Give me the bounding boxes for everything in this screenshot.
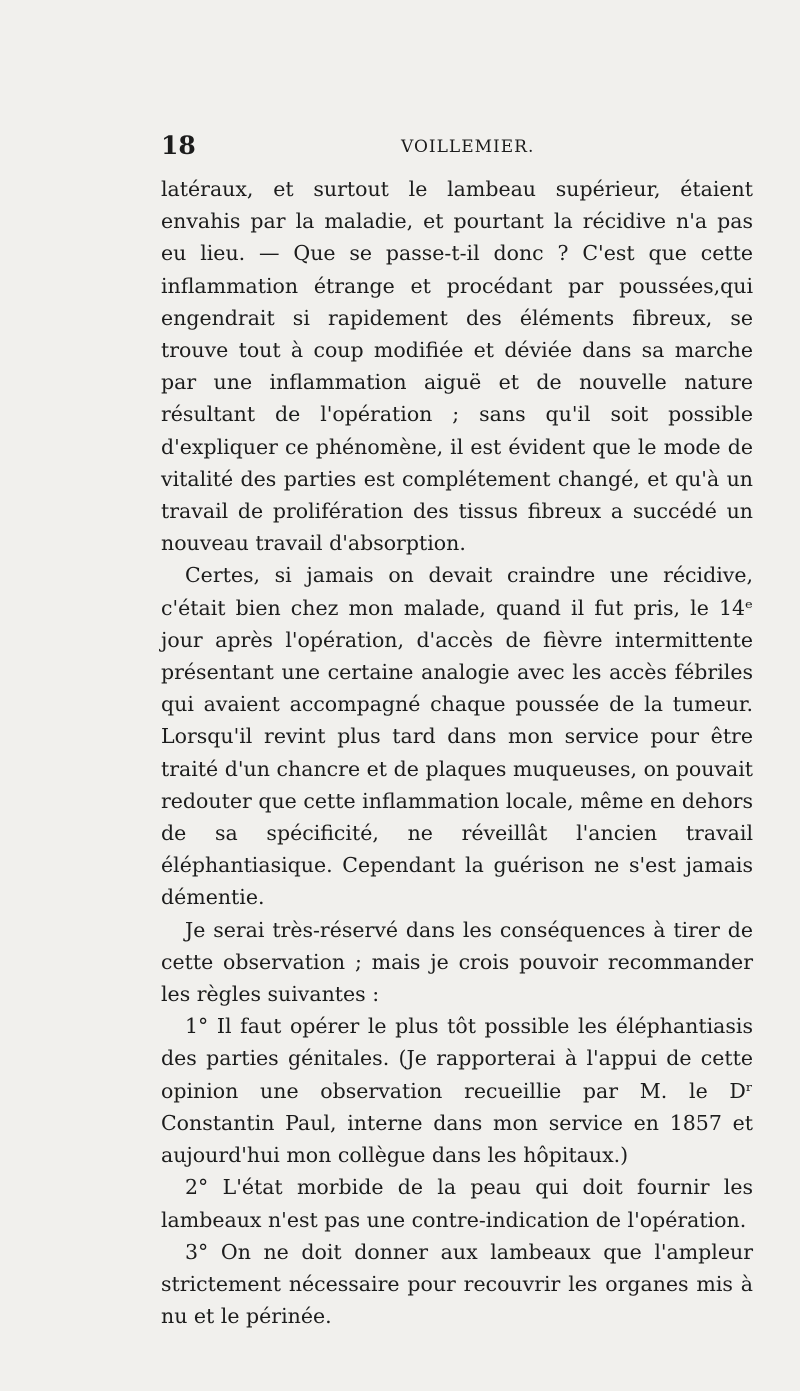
body-text	[161, 173, 753, 1332]
page-number: 18	[161, 131, 196, 160]
running-head: VOILLEMIER.	[401, 137, 535, 157]
paragraph-conclusions: Je serai très-réservé dans les conséquences à tirer de cette observation ; mais je crois pouvoir recommander les règles suivantes :	[161, 917, 753, 1007]
rule-1: 1° Il faut opérer le plus tôt possible les éléphantiasis des parties génitales. (Je rapporterai à l'appui de cette opinion une observation recueillie par M. le Dʳ Constantin Paul, interne dans mon service en 1857 et aujourd'hui mon collègue dans les hôpitaux.)	[161, 1014, 753, 1168]
paragraph-recurrence: Certes, si jamais on devait craindre une récidive, c'était bien chez mon malade, quand il fut pris, le 14ᵉ jour après l'opération, d'accès de fièvre intermittente présentant une certaine analogie avec les accès fébriles qui avaient accompagné chaque poussée de la tumeur. Lorsqu'il revint plus tard dans mon service pour être traité d'un chancre et de plaques muqueuses, on pouvait redouter que cette inflammation locale, même en dehors de sa spécificité, ne réveillât l'ancien travail éléphantiasique. Cependant la guérison ne s'est jamais démentie.	[161, 563, 753, 910]
paragraph-continuation: latéraux, et surtout le lambeau supérieur, étaient envahis par la maladie, et pourtant la récidive n'a pas eu lieu. — Que se passe-t-il donc ? C'est que cette inflammation étrange et procédant par poussées,qui engendrait si rapidement des éléments fibreux, se trouve tout à coup modifiée et déviée dans sa marche par une inflammation aiguë et de nouvelle nature résultant de l'opération ; sans qu'il soit possible d'expliquer ce phénomène, il est évident que le mode de vitalité des parties est complétement changé, et qu'à un travail de prolifération des tissus fibreux a succédé un nouveau travail d'absorption.	[161, 177, 753, 556]
rule-3: 3° On ne doit donner aux lambeaux que l'ampleur strictement nécessaire pour recouvrir les organes mis à nu et le périnée.	[161, 1239, 753, 1329]
page-header	[161, 131, 751, 161]
rule-2: 2° L'état morbide de la peau qui doit fournir les lambeaux n'est pas une contre-indication de l'opération.	[161, 1175, 753, 1232]
